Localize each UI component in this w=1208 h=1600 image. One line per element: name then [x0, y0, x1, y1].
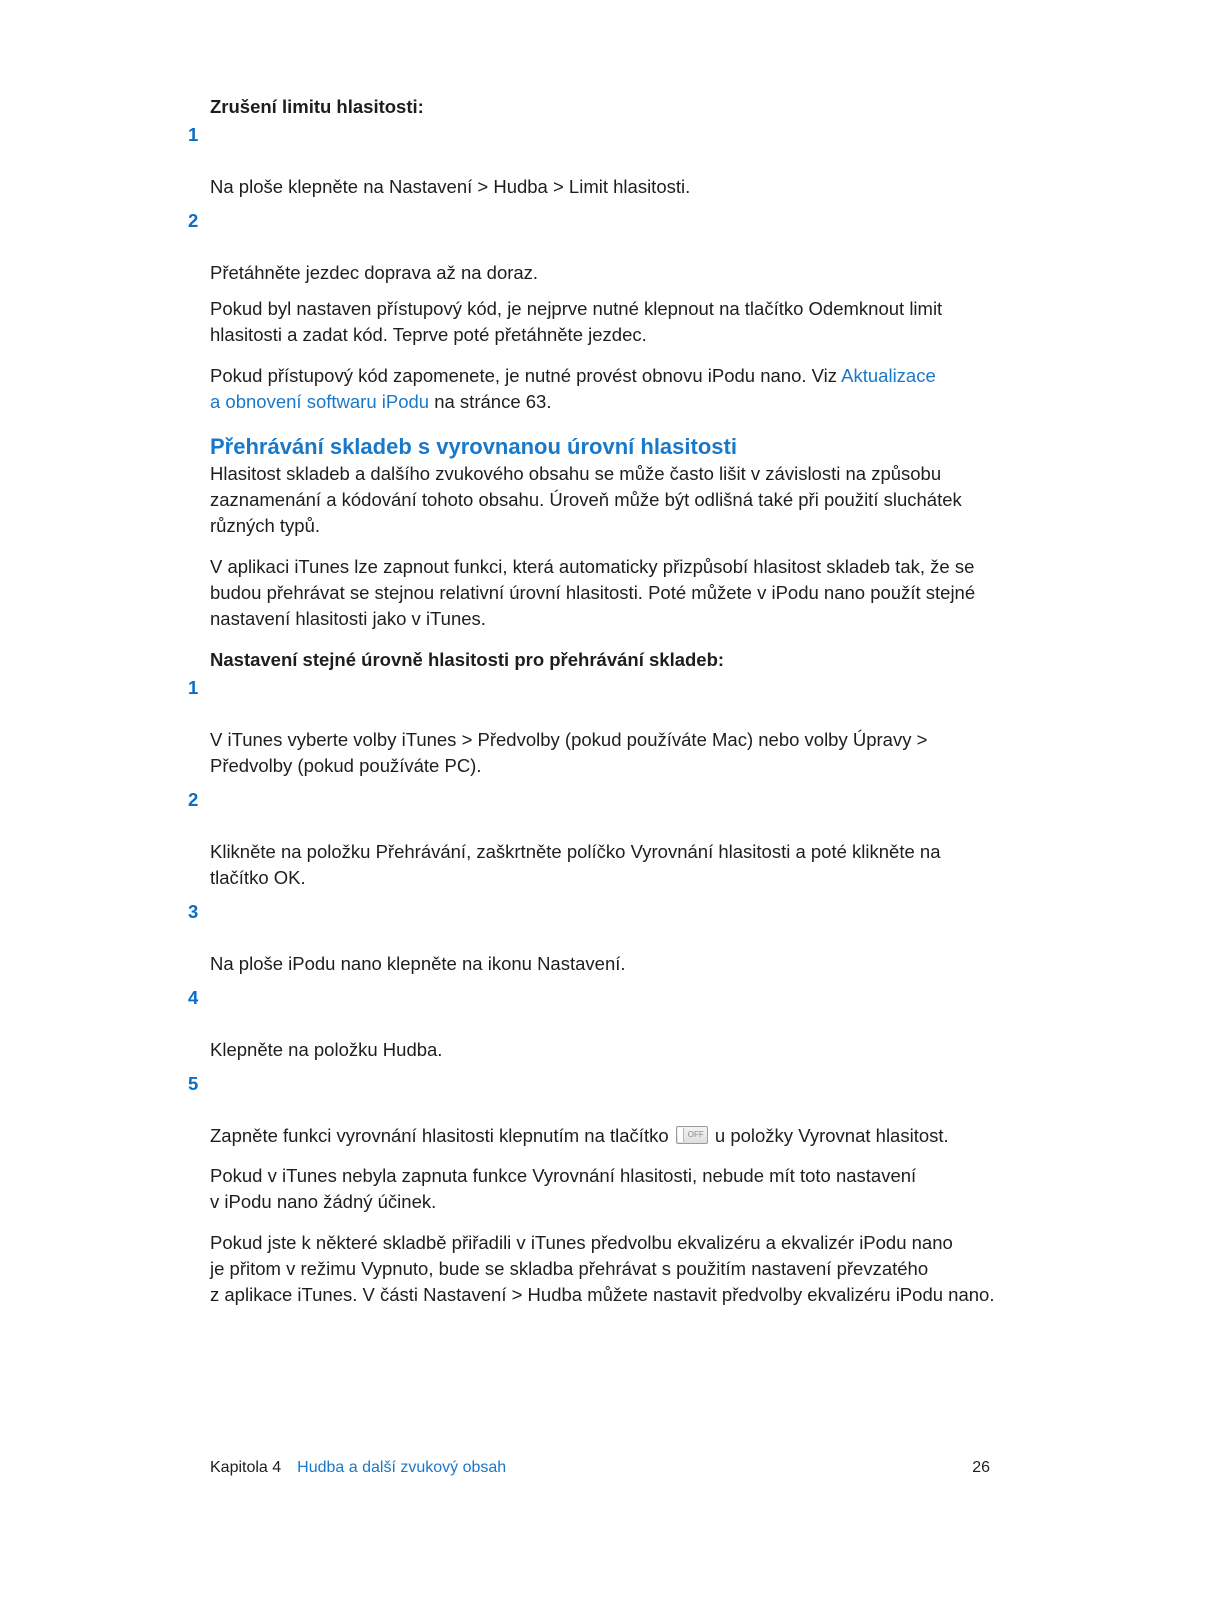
step-number: 2 [188, 210, 199, 231]
toggle-knob [678, 1128, 684, 1142]
step-number: 1 [188, 677, 199, 698]
step-text-end: u položky Vyrovnat hlasitost. [709, 1125, 949, 1146]
note-text: Pokud přístupový kód zapomenete, je nutné provést obnovu iPodu nano. Viz [210, 365, 842, 386]
forgotten-passcode-note [210, 363, 1000, 415]
list-item [188, 208, 1000, 286]
chapter-label: Kapitola 4 [210, 1459, 282, 1476]
subheading-sound-check: Nastavení stejné úrovně hlasitosti pro přehrávání skladeb: [210, 649, 725, 670]
list-item [188, 675, 1000, 779]
update-restore-link[interactable]: Aktualizace a obnovení softwaru iPodu [210, 365, 936, 412]
page-content [188, 94, 1000, 1323]
list-item [188, 122, 1000, 200]
list-item [188, 899, 1000, 977]
step-text: Přetáhněte jezdec doprava až na doraz. [210, 262, 539, 283]
note-text-end: na stránce 63. [429, 391, 552, 412]
step-text: Klikněte na položku Přehrávání, zaškrtněte políčko Vyrovnání hlasitosti a poté klikněte na tlačítko OK. [210, 841, 941, 888]
list-item [188, 985, 1000, 1063]
step-text: Na ploše iPodu nano klepněte na ikonu Nastavení. [210, 953, 626, 974]
subheading-disable-volume-limit: Zrušení limitu hlasitosti: [210, 96, 424, 117]
toggle-label: OFF [687, 1130, 704, 1139]
step-number: 3 [188, 901, 199, 922]
section-title: Přehrávání skladeb s vyrovnanou úrovní hlasitosti [210, 434, 737, 459]
step-number: 1 [188, 124, 199, 145]
list-item [188, 787, 1000, 891]
page-footer [210, 1458, 1000, 1478]
equalizer-note: Pokud jste k některé skladbě přiřadili v iTunes předvolbu ekvalizéru a ekvalizér iPodu nano je přitom v režimu Vypnuto, bude se skladba přehrávat s použitím nastavení převzatého z aplikace iTunes. V části Nastavení > Hudba můžete nastavit předvolby ekvalizéru iPodu nano. [210, 1232, 995, 1305]
chapter-title-link[interactable]: Hudba a další zvukový obsah [297, 1459, 507, 1476]
step-number: 2 [188, 789, 199, 810]
step-text: Na ploše klepněte na Nastavení > Hudba > Limit hlasitosti. [210, 176, 691, 197]
step-number: 5 [188, 1073, 199, 1094]
intro-paragraph: Hlasitost skladeb a dalšího zvukového obsahu se může často lišit v závislosti na způsobu zaznamenání a kódování tohoto obsahu. Úroveň může být odlišná také při použití sluchátek různých typů. [210, 463, 962, 536]
intro-paragraph: V aplikaci iTunes lze zapnout funkci, která automaticky přizpůsobí hlasitost skladeb tak, že se budou přehrávat se stejnou relativní úrovní hlasitosti. Poté můžete v iPodu nano použít stejné nastavení hlasitosti jako v iTunes. [210, 556, 976, 629]
sound-check-note: Pokud v iTunes nebyla zapnuta funkce Vyrovnání hlasitosti, nebude mít toto nastavení v iPodu nano žádný účinek. [210, 1165, 917, 1212]
off-toggle-icon [676, 1126, 708, 1144]
step-text: Zapněte funkci vyrovnání hlasitosti klepnutím na tlačítko [210, 1125, 674, 1146]
step-number: 4 [188, 987, 199, 1008]
list-item [188, 1071, 1000, 1149]
step-text: Klepněte na položku Hudba. [210, 1039, 443, 1060]
passcode-note: Pokud byl nastaven přístupový kód, je nejprve nutné klepnout na tlačítko Odemknout limit hlasitosti a zadat kód. Teprve poté přetáhněte jezdec. [210, 298, 943, 345]
step-text: V iTunes vyberte volby iTunes > Předvolby (pokud používáte Mac) nebo volby Úpravy > Předvolby (pokud používáte PC). [210, 729, 928, 776]
page-number: 26 [972, 1459, 990, 1476]
